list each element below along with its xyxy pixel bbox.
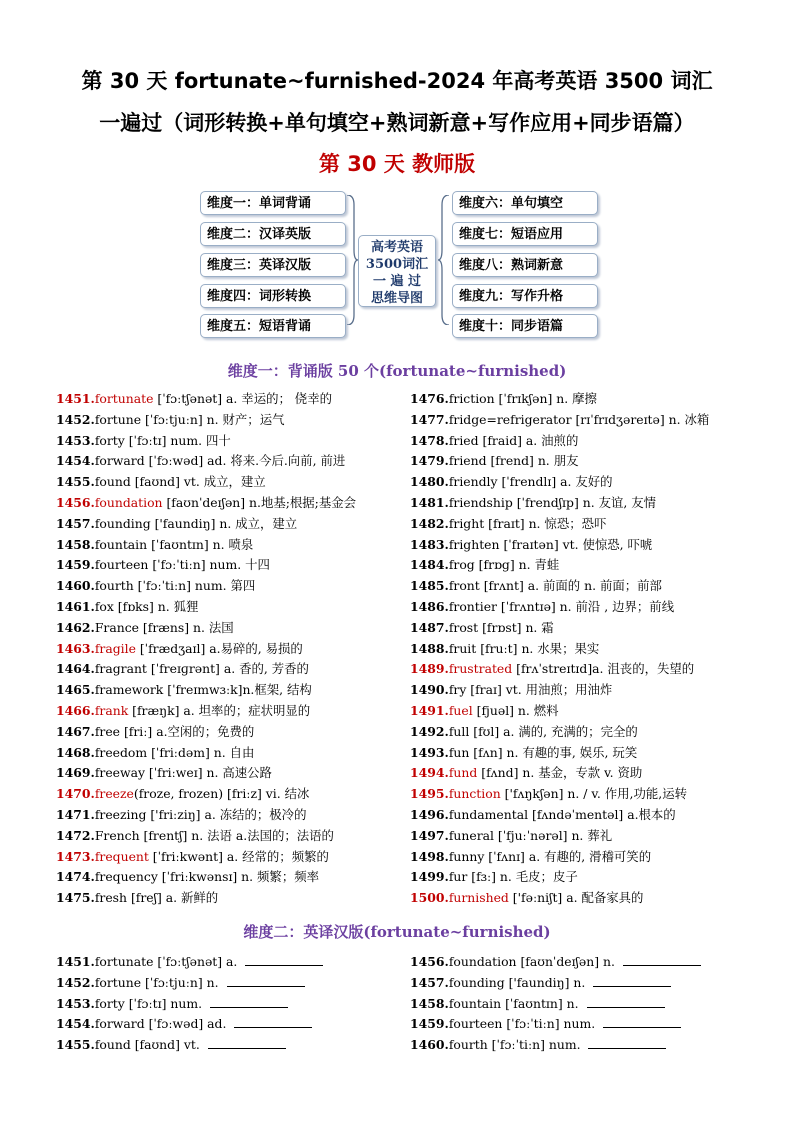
entry-definition: [ˈfʌnɪ] a. 有趣的, 滑稽可笑的 (484, 848, 652, 864)
word-entry (56, 680, 356, 701)
word-entry (56, 576, 356, 597)
word-entry (56, 472, 356, 493)
mindmap-left-3: 维度三：英译汉版 (200, 253, 346, 277)
mindmap-right-3: 维度八：熟词新意 (452, 253, 598, 277)
entry-definition: [frʌnt] a. 前面的 n. 前面；前部 (479, 578, 662, 594)
entry-number: 1496. (410, 806, 449, 822)
entry-number: 1452. (56, 974, 95, 990)
entry-number: 1487. (410, 619, 449, 635)
word-entry (410, 389, 709, 410)
entry-definition: [ˈfɔːˈtiːn] num. 第四 (133, 578, 256, 594)
translation-list-left (56, 952, 323, 1056)
entry-number: 1462. (56, 619, 95, 635)
translation-entry (410, 994, 701, 1015)
entry-number: 1454. (56, 1016, 95, 1032)
entry-definition: [faʊnd] vt. 成立，建立 (130, 474, 266, 490)
entry-number: 1461. (56, 598, 95, 614)
entry-word: furnished (448, 890, 509, 906)
entry-word: frequency (94, 869, 158, 885)
word-entry (56, 535, 356, 556)
entry-definition: [frɒg] n. 青蛙 (474, 557, 560, 573)
entry-number: 1460. (410, 1037, 449, 1053)
entry-word: freeze (94, 786, 134, 802)
entry-definition: ['fəːniʃt] a. 配备家具的 (508, 890, 644, 906)
entry-number: 1498. (410, 848, 449, 864)
entry-word: fountain [ˈfaʊntɪn] n. (448, 995, 583, 1011)
entry-number: 1484. (410, 557, 449, 573)
word-entry (56, 888, 356, 909)
word-entry (410, 618, 709, 639)
word-entry (56, 389, 356, 410)
mindmap-right-2: 维度七：短语应用 (452, 222, 598, 246)
entry-word: frank (94, 702, 129, 718)
word-entry (56, 847, 356, 868)
entry-number: 1455. (56, 474, 95, 490)
word-entry (56, 639, 356, 660)
mindmap-right-4: 维度九：写作升格 (452, 284, 598, 308)
entry-definition: [ˈfreɪɡrənt] a. 香的, 芳香的 (146, 661, 309, 677)
entry-number: 1485. (410, 578, 449, 594)
entry-word: foundation (94, 494, 163, 510)
entry-definition: [freʃ] a. 新鲜的 (127, 890, 219, 906)
entry-word: fourteen (94, 557, 149, 573)
entry-definition: [ˈfrendʃɪp] n. 友谊, 友情 (512, 494, 657, 510)
entry-number: 1465. (56, 682, 95, 698)
entry-number: 1489. (410, 661, 449, 677)
word-entry (410, 493, 709, 514)
mindmap-left-4: 维度四：词形转换 (200, 284, 346, 308)
entry-number: 1476. (410, 391, 449, 406)
center-line-3: 一 遍 过 (372, 274, 422, 289)
entry-word: fur (448, 869, 468, 885)
entry-number: 1456. (410, 954, 449, 969)
entry-definition: [ˈfɔːwəd] ad. 将来.今后.向前, 前进 (144, 453, 346, 469)
word-list-right (410, 389, 709, 909)
word-entry (410, 659, 709, 680)
entry-definition: (froze, frozen) [friːz] vi. 结冰 (133, 786, 310, 802)
translation-list-right (410, 952, 701, 1056)
entry-definition: [fʊl] a. 满的, 充满的；完全的 (469, 723, 638, 739)
word-entry (410, 888, 709, 909)
entry-word: forward [ˈfɔːwəd] ad. (94, 1016, 231, 1032)
word-entry (56, 867, 356, 888)
entry-word: function (448, 786, 501, 802)
entry-word: frustrated (448, 661, 513, 677)
entry-definition: [ˈfɔːtʃənət] a. 幸运的； 侥幸的 (153, 391, 332, 406)
entry-word: frighten (448, 536, 500, 552)
entry-word: frog (448, 557, 475, 573)
translation-entry (410, 973, 701, 994)
entry-number: 1497. (410, 827, 449, 843)
entry-number: 1454. (56, 453, 95, 469)
entry-word: fortune (94, 411, 142, 427)
entry-definition: [fjuəl] n. 燃料 (472, 702, 559, 718)
page-title-line1: 第 30 天 fortunate~furnished-2024 年高考英语 3500 词汇 (81, 69, 713, 93)
page-subtitle: 第 30 天 教师版 (318, 152, 476, 176)
entry-word: frost (448, 619, 479, 635)
entry-word: free (94, 723, 120, 739)
entry-word: fortunate [ˈfɔːtʃənət] a. (94, 954, 242, 969)
entry-definition: [fraɪt] n. 惊恐；恐吓 (484, 515, 607, 531)
word-entry (56, 743, 356, 764)
entry-definition: [friː] a.空闲的；免费的 (120, 723, 255, 739)
entry-number: 1495. (410, 786, 449, 802)
entry-definition: [frʌˈstreɪtɪd]a. 沮丧的，失望的 (512, 661, 695, 677)
entry-number: 1451. (56, 954, 95, 969)
word-entry (410, 847, 709, 868)
word-entry (56, 431, 356, 452)
word-entry (410, 763, 709, 784)
entry-number: 1470. (56, 786, 95, 802)
answer-blank[interactable] (587, 996, 665, 1008)
entry-number: 1469. (56, 765, 95, 781)
right-brace-icon (438, 195, 450, 325)
entry-number: 1483. (410, 536, 449, 552)
word-entry (56, 805, 356, 826)
entry-word: forty [ˈfɔːtɪ] num. (94, 995, 206, 1011)
word-entry (410, 867, 709, 888)
entry-number: 1494. (410, 765, 449, 781)
entry-word: framework (94, 682, 164, 698)
word-entry (410, 410, 709, 431)
translation-entry (56, 1035, 323, 1056)
answer-blank[interactable] (603, 1016, 681, 1028)
entry-number: 1453. (56, 995, 95, 1011)
word-entry (56, 514, 356, 535)
entry-word: full (448, 723, 470, 739)
entry-word: freeway (94, 765, 145, 781)
word-entry (56, 659, 356, 680)
entry-definition: [frentʃ] n. 法语 a.法国的；法语的 (139, 827, 334, 843)
entry-word: fundamental (448, 806, 529, 822)
word-list-left (56, 389, 356, 909)
entry-definition: [fraɪ] vt. 用油煎；用油炸 (466, 682, 613, 698)
entry-number: 1458. (56, 536, 95, 552)
entry-definition: [fʌn] n. 有趣的事, 娱乐, 玩笑 (469, 744, 638, 760)
entry-number: 1456. (56, 494, 95, 510)
word-entry (56, 410, 356, 431)
entry-word: fuel (448, 702, 473, 718)
entry-word: fortunate (94, 391, 154, 406)
word-entry (410, 639, 709, 660)
entry-number: 1459. (56, 557, 95, 573)
entry-definition: [ˈfrendlɪ] a. 友好的 (497, 474, 613, 490)
word-entry (56, 722, 356, 743)
word-entry (56, 451, 356, 472)
word-entry (410, 514, 709, 535)
entry-number: 1491. (410, 702, 449, 718)
center-line-1: 高考英语 (370, 240, 423, 255)
entry-definition: [ˈfreɪmwɜːk]n.框架, 结构 (163, 682, 312, 698)
answer-blank[interactable] (210, 996, 288, 1008)
entry-number: 1499. (410, 869, 449, 885)
entry-number: 1474. (56, 869, 95, 885)
entry-number: 1451. (56, 391, 95, 406)
word-entry (410, 722, 709, 743)
answer-blank[interactable] (227, 975, 305, 987)
entry-definition: [fraid] a. 油煎的 (478, 432, 579, 448)
entry-number: 1468. (56, 744, 95, 760)
entry-number: 1455. (56, 1037, 95, 1053)
entry-word: friendly (448, 474, 498, 490)
entry-word: fun (448, 744, 470, 760)
entry-definition: [frɒst] n. 霜 (478, 619, 554, 635)
answer-blank[interactable] (623, 954, 701, 966)
entry-word: fund (448, 765, 478, 781)
entry-word: French (94, 827, 140, 843)
mindmap-right-1: 维度六：单句填空 (452, 191, 598, 215)
entry-word: founding (94, 515, 151, 531)
section2-title: 维度二：英译汉版(fortunate~furnished) (243, 923, 551, 941)
entry-word: fortune [ˈfɔːtjuːn] n. (94, 974, 223, 990)
entry-number: 1463. (56, 640, 95, 656)
word-entry (410, 784, 709, 805)
entry-word: funny (448, 848, 485, 864)
entry-definition: ['faundiŋ] n. 成立，建立 (150, 515, 298, 531)
entry-word: friend (448, 453, 487, 469)
word-entry (56, 763, 356, 784)
entry-word: France (94, 619, 139, 635)
word-entry (410, 576, 709, 597)
entry-word: fruit (448, 640, 477, 656)
entry-definition: [ˈfriːdəm] n. 自由 (147, 744, 255, 760)
entry-number: 1473. (56, 848, 95, 864)
word-entry (56, 618, 356, 639)
mindmap-left-5: 维度五：短语背诵 (200, 314, 346, 338)
answer-blank[interactable] (593, 975, 671, 987)
entry-word: fourteen [ˈfɔːˈtiːn] num. (448, 1016, 600, 1032)
entry-definition: [ˈfɔːˈtiːn] num. 十四 (148, 557, 270, 573)
entry-definition: [fʌndəˈmentəl] a.根本的 (528, 806, 676, 822)
entry-word: freezing (94, 806, 147, 822)
entry-word: fright (448, 515, 485, 531)
entry-number: 1478. (410, 432, 449, 448)
entry-number: 1457. (410, 974, 449, 990)
entry-definition: [frend] n. 朋友 (486, 453, 579, 469)
entry-number: 1492. (410, 723, 449, 739)
section1-title: 维度一：背诵版 50 个(fortunate~furnished) (227, 362, 567, 380)
entry-word: forward (94, 453, 145, 469)
entry-word: fragrant (94, 661, 147, 677)
word-entry (410, 472, 709, 493)
entry-word: frequent (94, 848, 149, 864)
left-brace-icon (346, 195, 358, 325)
word-entry (410, 805, 709, 826)
entry-definition: [ˈfraɪtən] vt. 使惊恐, 吓唬 (499, 536, 653, 552)
entry-word: foundation [faʊnˈdeɪʃən] n. (448, 954, 619, 969)
entry-definition: [ˈfjuːˈnərəl] n. 葬礼 (493, 827, 613, 843)
entry-definition: [ˈfrɪkʃən] n. 摩擦 (494, 391, 597, 406)
center-line-4: 思维导图 (370, 291, 423, 306)
word-entry (56, 555, 356, 576)
entry-word: freedom (94, 744, 148, 760)
entry-number: 1457. (56, 515, 95, 531)
word-entry (410, 680, 709, 701)
entry-word: fourth (94, 578, 134, 594)
answer-blank[interactable] (245, 954, 323, 966)
word-entry (410, 701, 709, 722)
entry-definition: [ˈfaʊntɪn] n. 喷泉 (147, 536, 254, 552)
entry-number: 1475. (56, 890, 95, 906)
word-entry (56, 784, 356, 805)
entry-word: founding ['faundiŋ] n. (448, 974, 590, 990)
translation-entry (410, 952, 701, 973)
entry-word: fourth [ˈfɔːˈtiːn] num. (448, 1037, 585, 1053)
word-entry (410, 431, 709, 452)
entry-number: 1482. (410, 515, 449, 531)
word-entry (410, 535, 709, 556)
mindmap-center (358, 235, 436, 307)
mind-map (200, 185, 600, 340)
entry-number: 1464. (56, 661, 95, 677)
entry-number: 1458. (410, 995, 449, 1011)
entry-definition: [faʊnˈdeɪʃən] n.地基;根据;基金会 (162, 494, 357, 510)
entry-definition: =refrigerator [rɪˈfrɪdʒəreɪtə] n. 冰箱 (486, 411, 710, 427)
entry-number: 1467. (56, 723, 95, 739)
entry-word: fountain (94, 536, 148, 552)
mindmap-left-2: 维度二：汉译英版 (200, 222, 346, 246)
entry-number: 1486. (410, 598, 449, 614)
entry-definition: [fɒks] n. 狐狸 (113, 598, 199, 614)
entry-number: 1481. (410, 494, 449, 510)
entry-word: frontier (448, 598, 497, 614)
entry-number: 1477. (410, 411, 449, 427)
entry-number: 1479. (410, 453, 449, 469)
word-entry (56, 493, 356, 514)
entry-word: funeral (448, 827, 494, 843)
entry-definition: [ˈfriːkwənt] a. 经常的；频繁的 (148, 848, 329, 864)
entry-definition: [ˈfrʌntɪə] n. 前沿 , 边界；前线 (496, 598, 675, 614)
entry-number: 1488. (410, 640, 449, 656)
entry-word: fragile (94, 640, 136, 656)
page-title-line2: 一遍过（词形转换+单句填空+熟词新意+写作应用+同步语篇） (99, 111, 695, 135)
entry-number: 1480. (410, 474, 449, 490)
answer-blank[interactable] (588, 1037, 666, 1049)
word-entry (410, 743, 709, 764)
entry-definition: [fruːt] n. 水果；果实 (476, 640, 600, 656)
entry-number: 1460. (56, 578, 95, 594)
entry-number: 1466. (56, 702, 95, 718)
entry-word: front (448, 578, 480, 594)
entry-definition: [ˈfriːweɪ] n. 高速公路 (144, 765, 272, 781)
entry-word: fox (94, 598, 114, 614)
center-line-2: 3500词汇 (365, 257, 429, 272)
entry-number: 1453. (56, 432, 95, 448)
answer-blank[interactable] (208, 1037, 286, 1049)
translation-entry (56, 952, 323, 973)
word-entry (410, 451, 709, 472)
entry-word: fridge (448, 411, 487, 427)
word-entry (410, 597, 709, 618)
entry-number: 1472. (56, 827, 95, 843)
entry-word: found [faʊnd] vt. (94, 1037, 204, 1053)
word-entry (56, 826, 356, 847)
entry-word: found (94, 474, 131, 490)
entry-word: fried (448, 432, 479, 448)
entry-definition: [fɜː] n. 毛皮；皮子 (467, 869, 578, 885)
word-entry (56, 701, 356, 722)
entry-definition: [fʌnd] n. 基金，专款 v. 资助 (477, 765, 643, 781)
entry-number: 1452. (56, 411, 95, 427)
entry-definition: [fræns] n. 法国 (138, 619, 234, 635)
word-entry (410, 826, 709, 847)
entry-word: forty (94, 432, 125, 448)
entry-definition: [ˈfrædʒaɪl] a.易碎的, 易损的 (135, 640, 303, 656)
word-entry (56, 597, 356, 618)
entry-definition: [fræŋk] a. 坦率的；症状明显的 (128, 702, 311, 718)
mindmap-left-1: 维度一：单词背诵 (200, 191, 346, 215)
entry-definition: ['friːziŋ] a. 冻结的；极冷的 (146, 806, 307, 822)
entry-word: fresh (94, 890, 127, 906)
entry-definition: ['fʌŋkʃən] n. / v. 作用,功能,运转 (500, 786, 687, 802)
translation-entry (410, 1014, 701, 1035)
entry-number: 1493. (410, 744, 449, 760)
entry-word: friendship (448, 494, 513, 510)
entry-number: 1490. (410, 682, 449, 698)
translation-entry (410, 1035, 701, 1056)
entry-definition: [ˈfɔːtɪ] num. 四十 (124, 432, 231, 448)
word-entry (410, 555, 709, 576)
entry-number: 1500. (410, 890, 449, 906)
answer-blank[interactable] (234, 1016, 312, 1028)
entry-definition: [ˈfriːkwənsɪ] n. 频繁；频率 (157, 869, 319, 885)
entry-number: 1459. (410, 1016, 449, 1032)
translation-entry (56, 973, 323, 994)
entry-number: 1471. (56, 806, 95, 822)
mindmap-right-5: 维度十：同步语篇 (452, 314, 598, 338)
entry-definition: [ˈfɔːtjuːn] n. 财产；运气 (141, 411, 285, 427)
translation-entry (56, 1014, 323, 1035)
entry-word: fry (448, 682, 467, 698)
translation-entry (56, 994, 323, 1015)
entry-word: friction (448, 391, 495, 406)
